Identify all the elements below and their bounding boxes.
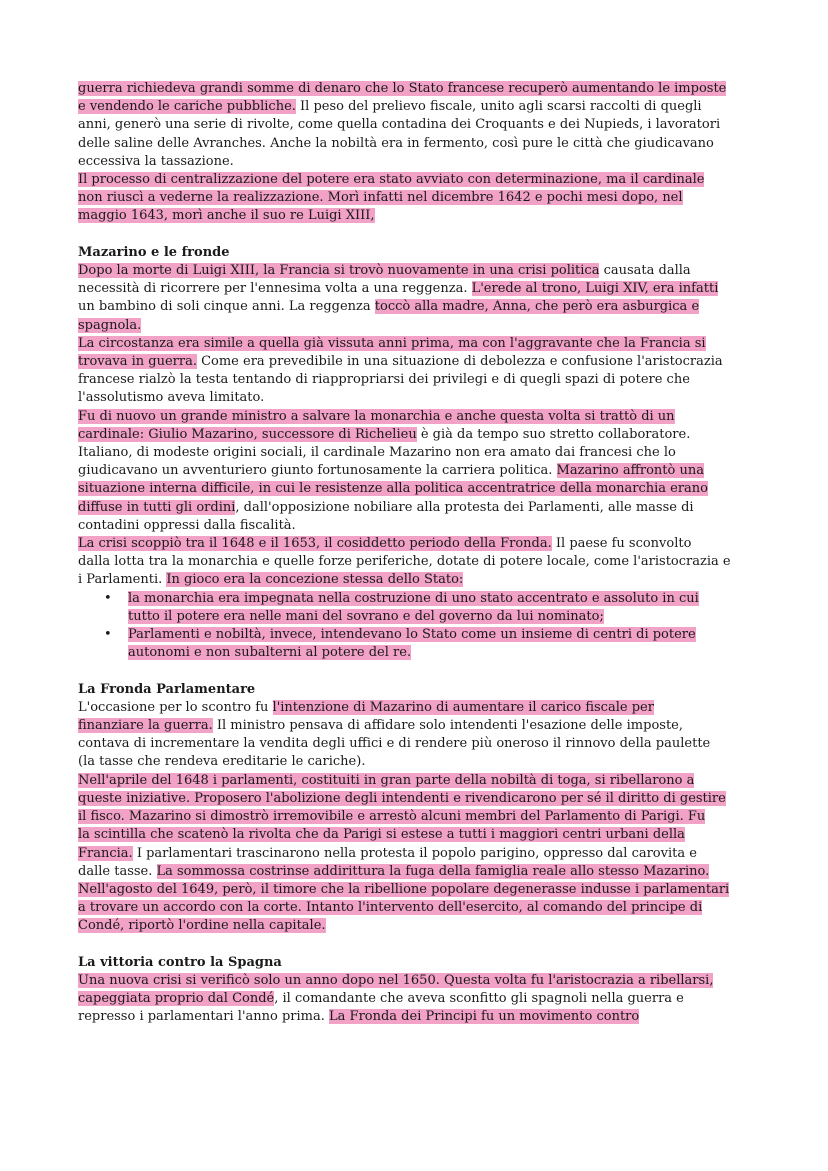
highlighted-text: finanziare la guerra.: [78, 718, 213, 734]
highlighted-text: La sommossa costrinse addirittura la fuga della famiglia reale allo stesso Mazarino.: [156, 863, 710, 879]
list-item-text: [128, 590, 750, 626]
section-heading-fronda-parlamentare: La Fronda Parlamentare: [78, 681, 256, 697]
highlighted-text: cardinale: Giulio Mazarino, successore di Richelieu: [78, 426, 417, 442]
text-line: [78, 426, 750, 444]
text-line: [78, 116, 750, 134]
paragraph-regency: [78, 262, 750, 335]
highlighted-text: Nell'aprile del 1648 i parlamenti, costituiti in gran parte della nobiltà di toga, si ribellarono a: [78, 772, 695, 788]
text-line: [78, 353, 750, 371]
text-line: [78, 371, 750, 389]
text-line: [78, 298, 750, 316]
spacer: [78, 226, 750, 244]
body-text: causata dalla: [599, 263, 691, 279]
text-line: [78, 717, 750, 735]
body-text: Il ministro pensava di affidare solo intendenti l'esazione delle imposte,: [212, 718, 683, 734]
highlighted-text: Una nuova crisi si verificò solo un anno dopo nel 1650. Questa volta fu l'aristocrazia a ribellarsi,: [78, 972, 714, 988]
highlighted-text: Fu di nuovo un grande ministro a salvare la monarchia e anche questa volta si trattò di un: [78, 408, 675, 424]
highlighted-text: In gioco era la concezione stessa dello Stato:: [166, 572, 464, 588]
text-line: [78, 317, 750, 335]
highlighted-text: Il processo di centralizzazione del potere era stato avviato con determinazione, ma il cardinale: [78, 172, 705, 188]
body-text: anni, generò una serie di rivolte, come quella contadina dei Croquants e dei Nupieds, i lavoratori: [78, 117, 721, 133]
spacer: [78, 936, 750, 954]
body-text: Il peso del prelievo fiscale, unito agli scarsi raccolti di quegli: [295, 99, 702, 115]
highlighted-text: Condé, riportò l'ordine nella capitale.: [78, 918, 326, 934]
paragraph-fronda-principi: [78, 972, 750, 1027]
paragraph-war-circumstance: [78, 335, 750, 408]
body-text: delle saline delle Avranches. Anche la nobiltà era in fermento, così pure le città che giudicavano: [78, 135, 714, 151]
highlighted-text: Dopo la morte di Luigi XIII, la Francia si trovò nuovamente in una crisi politica: [78, 263, 600, 279]
text-line: [78, 553, 750, 571]
text-line: [78, 845, 750, 863]
text-line: [78, 899, 750, 917]
text-line: [78, 826, 750, 844]
highlighted-text: capeggiata proprio dal Condé: [78, 991, 275, 1007]
text-line: [128, 608, 750, 626]
state-concepts-list: [78, 590, 750, 663]
highlighted-text: guerra richiedeva grandi somme di denaro che lo Stato francese recuperò aumentando le imposte: [78, 81, 727, 96]
highlighted-text: Parlamenti e nobiltà, invece, intendevano lo Stato come un insieme di centri di potere: [128, 627, 696, 643]
body-text: , il comandante che aveva sconfitto gli spagnoli nella guerra e: [274, 991, 684, 1007]
body-text: necessità di ricorrere per l'ennesima volta a una reggenza.: [78, 281, 472, 297]
highlighted-text: tutto il potere era nelle mani del sovrano e del governo da lui nominato;: [128, 608, 604, 624]
highlighted-text: spagnola.: [78, 317, 142, 333]
body-text: un bambino di soli cinque anni. La reggenza: [78, 299, 375, 315]
list-item: [78, 626, 750, 662]
text-line: [78, 207, 750, 225]
highlighted-text: maggio 1643, morì anche il suo re Luigi XIII,: [78, 208, 375, 224]
text-line: [78, 1008, 750, 1026]
body-text: dalle tasse.: [78, 863, 157, 879]
body-text: Come era prevedibile in una situazione di debolezza e confusione l'aristocrazia: [196, 354, 723, 370]
highlighted-text: toccò alla madre, Anna, che però era asburgica e: [374, 299, 700, 315]
text-line: [78, 499, 750, 517]
section-heading-vittoria-spagna: La vittoria contro la Spagna: [78, 954, 282, 970]
text-line: [78, 389, 750, 407]
text-line: [128, 644, 750, 662]
highlighted-text: la monarchia era impegnata nella costruzione di uno stato accentrato e assoluto in cui: [128, 590, 699, 606]
section-heading-mazarino: Mazarino e le fronde: [78, 244, 230, 260]
text-line: [78, 335, 750, 353]
spacer: [78, 662, 750, 680]
text-line: [78, 80, 750, 98]
text-line: [78, 571, 750, 589]
highlighted-text: l'intenzione di Mazarino di aumentare il carico fiscale per: [272, 699, 654, 715]
text-line: [78, 535, 750, 553]
text-line: [78, 772, 750, 790]
highlighted-text: La crisi scoppiò tra il 1648 e il 1653, il cosiddetto periodo della Fronda.: [78, 536, 552, 552]
highlighted-text: L'erede al trono, Luigi XIV, era infatti: [471, 281, 719, 297]
text-line: [128, 626, 750, 644]
document-page: [78, 80, 750, 1027]
paragraph-fronda-crisis: [78, 535, 750, 590]
body-text: giudicavano un avventuriero giunto fortunosamente la carriera politica.: [78, 463, 557, 479]
highlighted-text: Mazarino affrontò una: [556, 463, 704, 479]
body-text: l'assolutismo aveva limitato.: [78, 390, 265, 406]
bullet-icon: •: [104, 627, 112, 643]
paragraph-parliament-revolt: [78, 772, 750, 936]
body-text: i Parlamenti.: [78, 572, 167, 588]
text-line: [78, 280, 750, 298]
highlighted-text: La Fronda dei Principi fu un movimento contro: [329, 1009, 640, 1025]
text-line: [78, 153, 750, 171]
text-line: [78, 917, 750, 935]
paragraph-tax-revolts: [78, 80, 750, 171]
body-text: francese rialzò la testa tentando di riappropriarsi dei privilegi e di quegli spazi di potere che: [78, 372, 690, 388]
bullet-icon: •: [104, 590, 112, 606]
text-line: [78, 135, 750, 153]
body-text: Il paese fu sconvolto: [551, 536, 692, 552]
highlighted-text: Francia.: [78, 845, 133, 861]
body-text: represso i parlamentari l'anno prima.: [78, 1009, 330, 1025]
text-line: [128, 590, 750, 608]
highlighted-text: non riuscì a vederne la realizzazione. Morì infatti nel dicembre 1642 e pochi mesi dopo, nel: [78, 190, 683, 206]
body-text: I parlamentari trascinarono nella protesta il popolo parigino, oppresso dal carovita e: [132, 845, 697, 861]
text-line: [78, 990, 750, 1008]
highlighted-text: il fisco. Mazarino si dimostrò irremovibile e arrestò alcuni membri del Parlamento di Parigi. Fu: [78, 809, 706, 825]
text-line: [78, 699, 750, 717]
text-line: [78, 171, 750, 189]
paragraph-fiscal-occasion: [78, 699, 750, 772]
highlighted-text: diffuse in tutti gli ordini: [78, 499, 236, 515]
text-line: [78, 462, 750, 480]
text-line: [78, 480, 750, 498]
text-line: [78, 863, 750, 881]
body-text: , dall'opposizione nobiliare alla protesta dei Parlamenti, alle masse di: [235, 499, 694, 515]
text-line: [78, 753, 750, 771]
body-text: (la tasse che rendeva ereditarie le cariche).: [78, 754, 366, 770]
body-text: Italiano, di modeste origini sociali, il cardinale Mazarino non era amato dai francesi che lo: [78, 445, 676, 461]
body-text: dalla lotta tra la monarchia e quelle forze periferiche, dotate di potere locale, come l'aristocrazia e: [78, 554, 731, 570]
highlighted-text: queste iniziative. Proposero l'abolizione degli intendenti e rivendicarono per sé il diritto di gestire: [78, 790, 726, 806]
paragraph-mazarino-minister: [78, 408, 750, 535]
text-line: [78, 972, 750, 990]
highlighted-text: e vendendo le cariche pubbliche.: [78, 99, 296, 115]
highlighted-text: autonomi e non subalterni al potere del re.: [128, 645, 412, 661]
text-line: [78, 517, 750, 535]
highlighted-text: trovava in guerra.: [78, 354, 197, 370]
text-line: [78, 735, 750, 753]
highlighted-text: Nell'agosto del 1649, però, il timore che la ribellione popolare degenerasse indusse i parlamentari: [78, 881, 730, 897]
highlighted-text: la scintilla che scatenò la rivolta che da Parigi si estese a tutti i maggiori centri urbani della: [78, 827, 685, 843]
highlighted-text: situazione interna difficile, in cui le resistenze alla politica accentratrice della monarchia erano: [78, 481, 708, 497]
body-text: contadini oppressi dalla fiscalità.: [78, 517, 296, 533]
text-line: [78, 444, 750, 462]
body-text: contava di incrementare la vendita degli uffici e di rendere più oneroso il rinnovo della paulette: [78, 736, 711, 752]
body-text: è già da tempo suo stretto collaboratore.: [416, 426, 691, 442]
highlighted-text: a trovare un accordo con la corte. Intanto l'intervento dell'esercito, al comando del principe di: [78, 900, 703, 916]
text-line: [78, 408, 750, 426]
list-item: [78, 590, 750, 626]
paragraph-centralization: [78, 171, 750, 226]
text-line: [78, 881, 750, 899]
highlighted-text: La circostanza era simile a quella già vissuta anni prima, ma con l'aggravante che la Francia si: [78, 335, 706, 351]
body-text: L'occasione per lo scontro fu: [78, 699, 273, 715]
list-item-text: [128, 626, 750, 662]
text-line: [78, 790, 750, 808]
body-text: eccessiva la tassazione.: [78, 153, 234, 169]
text-line: [78, 98, 750, 116]
text-line: [78, 808, 750, 826]
text-line: [78, 189, 750, 207]
text-line: [78, 262, 750, 280]
